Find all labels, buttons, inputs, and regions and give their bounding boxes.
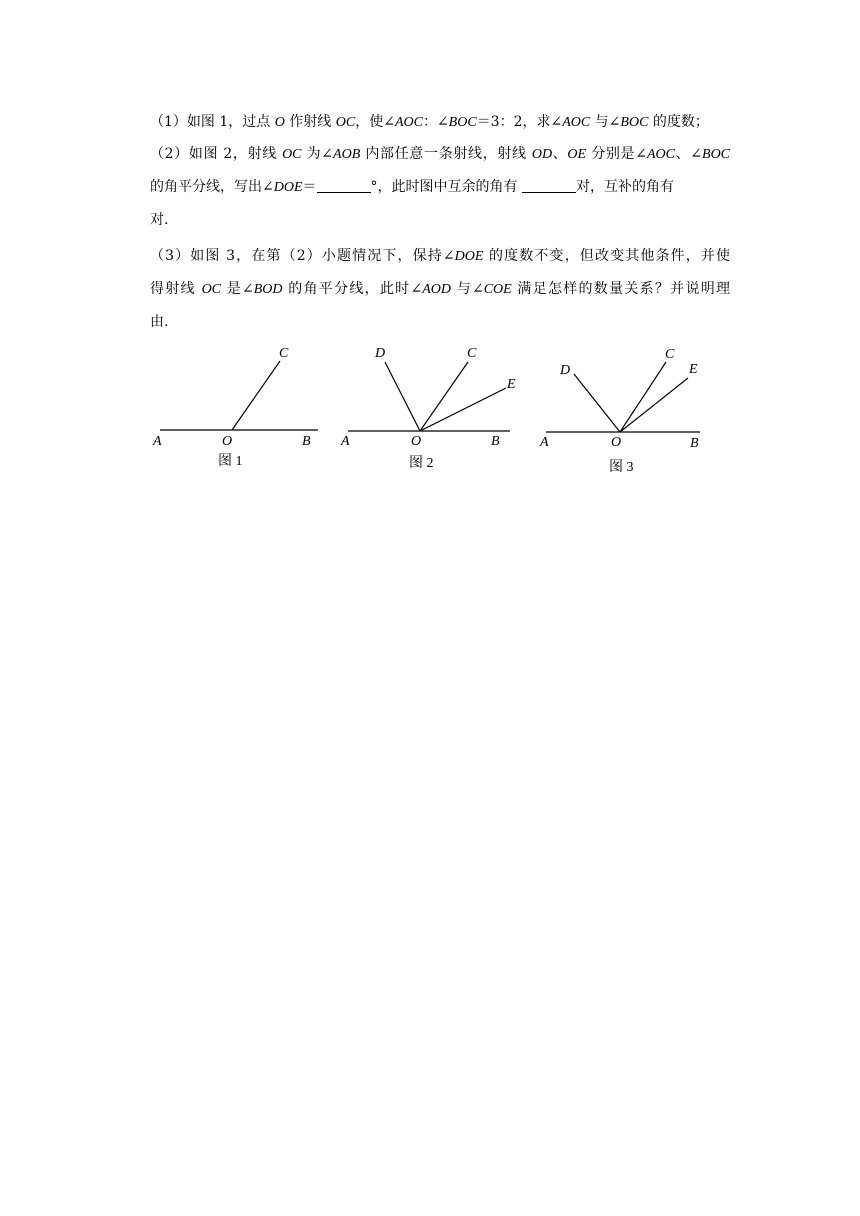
q3-angle-aod: AOD: [422, 282, 451, 297]
fig3-label-d: D: [560, 363, 571, 378]
question-3-line-2: [150, 277, 730, 302]
answer-blank-complementary[interactable]: [522, 178, 576, 193]
q2-angle-boc: BOC: [702, 147, 731, 162]
q3-ray-oc: OC: [201, 282, 222, 297]
q2-text: （2）如图 2，射线: [150, 146, 283, 162]
q2-text: 对，互补的角有: [575, 179, 674, 195]
fig2-label-e: E: [507, 377, 516, 392]
q2-angle-doe: DOE: [273, 180, 303, 195]
question-1-line: [150, 110, 730, 135]
fig2-ray-oc: [420, 362, 468, 431]
q1-text: ：∠: [422, 114, 449, 130]
fig3-ray-od: [574, 374, 620, 432]
question-3: [150, 244, 730, 334]
q3-text: 的角平分线，此时∠: [282, 281, 423, 297]
q2-text: 的角平分线，写出∠: [150, 179, 274, 195]
fig3-label-a: A: [540, 435, 549, 450]
q3-angle-coe: COE: [483, 282, 512, 297]
question-2-line-2: [150, 175, 730, 200]
q2-ray-oe: OE: [567, 147, 587, 162]
fig1-caption: 图 1: [218, 454, 243, 469]
q2-angle-aob: AOB: [333, 147, 361, 162]
q2-text: 、: [552, 146, 568, 162]
question-3-line-1: [150, 244, 730, 269]
q1-text: 的度数；: [648, 114, 709, 130]
q3-text: 的度数不变，但改变其他条件，并使: [483, 248, 731, 264]
fig2-label-a: A: [341, 434, 350, 449]
q2-angle-aoc: AOC: [646, 147, 675, 162]
q2-text: 分别是∠: [586, 146, 647, 162]
fig1-label-a: A: [153, 434, 162, 449]
q3-text: 得射线: [150, 281, 202, 297]
question-2-line-3: [150, 208, 730, 232]
question-2-line-1: [150, 142, 730, 167]
fig3-label-o: O: [611, 435, 622, 450]
q3-text: （3）如图 3，在第（2）小题情况下，保持∠: [150, 248, 455, 264]
q3-angle-doe: DOE: [454, 249, 484, 264]
question-1: [150, 110, 730, 135]
question-2: [150, 142, 730, 232]
fig2-label-c: C: [467, 346, 477, 361]
answer-blank-doe[interactable]: [317, 178, 371, 193]
q1-angle-aoc: AOC: [394, 115, 423, 130]
fig3-label-e: E: [689, 362, 698, 377]
q2-text: 为∠: [301, 146, 334, 162]
q2-text: ＝: [302, 179, 317, 195]
q2-ray-oc: OC: [282, 147, 302, 162]
fig3-ray-oe: [620, 378, 688, 432]
question-3-line-3: [150, 310, 730, 334]
q1-text: ，使∠: [355, 114, 395, 130]
q1-angle-aoc: AOC: [562, 115, 591, 130]
q2-text: 对.: [150, 212, 169, 228]
fig2-label-o: O: [411, 434, 422, 449]
q2-text: 、∠: [674, 146, 703, 162]
fig1-ray-oc: [232, 361, 280, 430]
q3-text: 满足怎样的数量关系？并说明理: [511, 281, 730, 297]
q3-text: 由.: [150, 314, 169, 330]
q2-text: °，此时图中互余的角有: [370, 179, 522, 195]
q1-text: 作射线: [284, 114, 336, 130]
fig2-label-d: D: [375, 346, 386, 361]
q2-text: 内部任意一条射线，射线: [360, 146, 532, 162]
fig2-label-b: B: [491, 434, 500, 449]
fig3-ray-oc: [620, 362, 666, 432]
fig1-label-b: B: [302, 434, 311, 449]
q1-angle-boc: BOC: [620, 115, 649, 130]
q1-text: ＝3：2，求∠: [476, 114, 563, 130]
fig2-ray-oe: [420, 388, 506, 431]
q2-ray-od: OD: [531, 147, 553, 162]
q1-ray-oc: OC: [335, 115, 356, 130]
fig2-caption: 图 2: [409, 456, 434, 471]
q1-text: 与∠: [590, 114, 621, 130]
fig3-label-b: B: [690, 436, 699, 451]
fig3-caption: 图 3: [609, 460, 634, 475]
q1-angle-boc: BOC: [448, 115, 477, 130]
fig3-label-c: C: [665, 347, 675, 362]
q3-text: 是∠: [221, 281, 254, 297]
q3-text: 与∠: [450, 281, 484, 297]
q1-text: （1）如图 1，过点: [150, 114, 275, 130]
fig2-ray-od: [385, 362, 420, 431]
q3-angle-bod: BOD: [253, 282, 283, 297]
fig1-label-o: O: [222, 434, 233, 449]
fig1-label-c: C: [279, 346, 289, 361]
q1-point-o: O: [274, 115, 285, 130]
